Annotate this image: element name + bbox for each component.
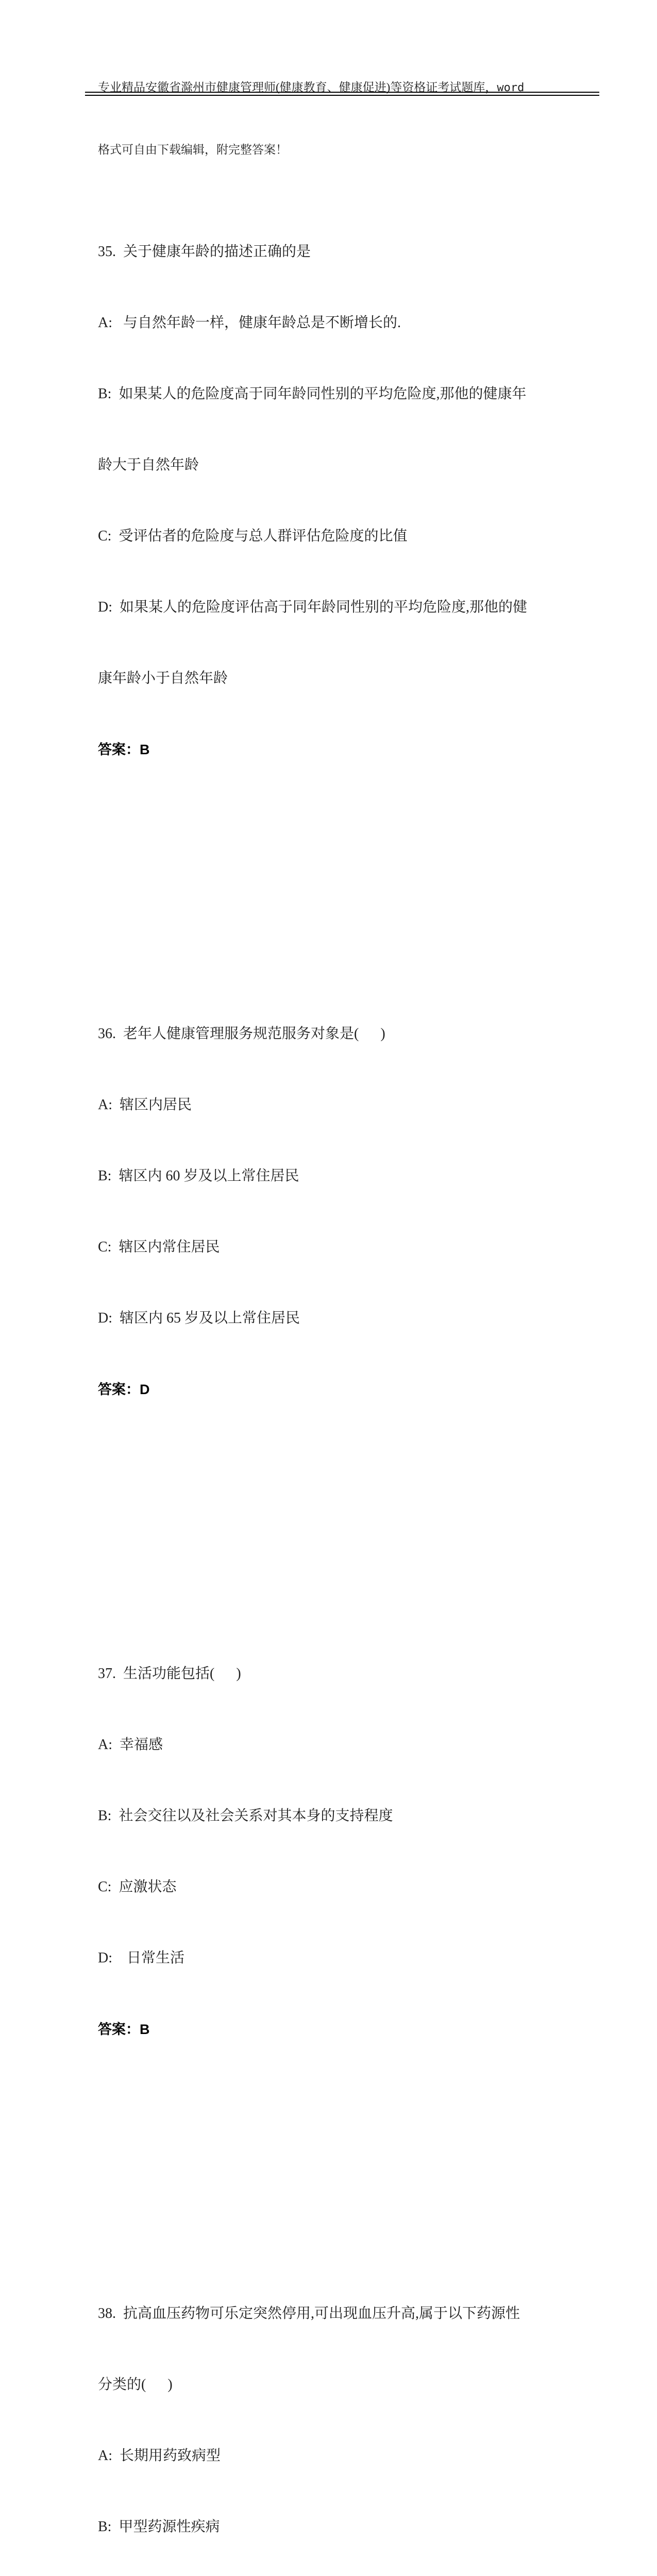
answer-line: 答案：D [98, 1382, 150, 1397]
blank-line [98, 1520, 562, 1544]
option-d-wrap-line: 康年龄小于自然年龄 [98, 670, 228, 686]
option-a-line: A: 辖区内居民 [98, 1097, 192, 1113]
question-38 [98, 2255, 562, 2576]
header-divider-rule [85, 92, 599, 96]
option-a-line: A: 与自然年龄一样，健康年龄总是不断增长的. [98, 315, 401, 331]
option-c-line: C: 辖区内常住居民 [98, 1239, 220, 1255]
option-d-line: D: 如果某人的危险度评估高于同年龄同性别的平均危险度,那他的健 [98, 599, 528, 615]
question-text-line: 36. 老年人健康管理服务规范服务对象是( ) [98, 1026, 385, 1042]
option-d-line: D: 辖区内 65 岁及以上常住居民 [98, 1310, 300, 1326]
answer-line: 答案：B [98, 2022, 150, 2037]
question-list [98, 122, 562, 2576]
option-b-line: B: 甲型药源性疾病 [98, 2519, 220, 2535]
option-b-line: B: 如果某人的危险度高于同年龄同性别的平均危险度,那他的健康年 [98, 386, 527, 402]
blank-line [98, 2160, 562, 2183]
question-35 [98, 193, 562, 809]
option-b-wrap-line: 龄大于自然年龄 [98, 457, 199, 473]
option-c-line: C: 应激状态 [98, 1879, 177, 1895]
question-36 [98, 975, 562, 1449]
header-line-1-word: word [497, 81, 525, 94]
question-text-line: 38. 抗高血压药物可乐定突然停用,可出现血压升高,属于以下药源性 [98, 2306, 520, 2321]
header-line-2: 格式可自由下载编辑，附完整答案！ [98, 143, 288, 156]
answer-line: 答案：B [98, 742, 150, 757]
question-37 [98, 1615, 562, 2089]
option-d-line: D: 日常生活 [98, 1950, 185, 1966]
blank-line [98, 880, 562, 904]
option-c-line: C: 受评估者的危险度与总人群评估危险度的比值 [98, 528, 408, 544]
option-b-line: B: 社会交往以及社会关系对其本身的支持程度 [98, 1808, 393, 1824]
option-a-line: A: 长期用药致病型 [98, 2448, 221, 2464]
question-text-line: 35. 关于健康年龄的描述正确的是 [98, 244, 311, 260]
header-line-1-text: 专业精品安徽省滁州市健康管理师(健康教育、健康促进)等资格证考试题库， [98, 81, 497, 94]
option-b-line: B: 辖区内 60 岁及以上常住居民 [98, 1168, 299, 1184]
question-text-line: 37. 生活功能包括( ) [98, 1666, 241, 1682]
option-a-line: A: 幸福感 [98, 1737, 163, 1753]
question-text-wrap-line: 分类的( ) [98, 2377, 173, 2393]
